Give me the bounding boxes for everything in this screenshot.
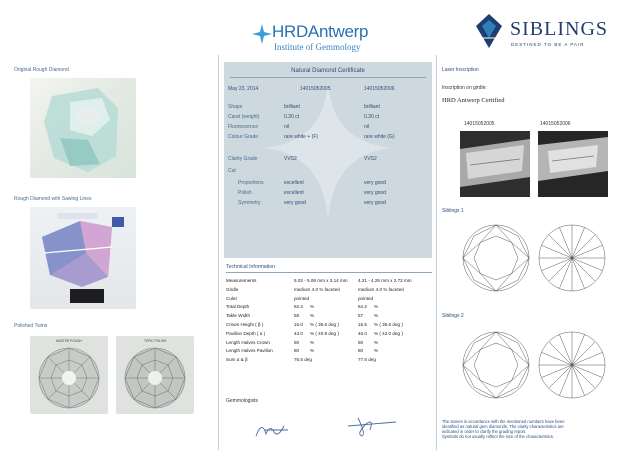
- tech-row-value: pointed: [358, 295, 374, 301]
- clarity-value-2: VVS2: [364, 156, 377, 162]
- tech-row-value: %: [374, 313, 379, 319]
- hrd-logo: [250, 22, 400, 58]
- tech-row-label: Pavilion Depth ( α ): [226, 330, 266, 336]
- polished-twins-title: Polished Twins: [14, 323, 48, 329]
- siblings-2-pavilion-diagram: [538, 331, 606, 399]
- laser-inscription-title: Laser Inscription: [442, 67, 479, 73]
- cut-row-value-1: excellent: [284, 190, 304, 196]
- column-divider-right: [436, 55, 437, 450]
- cert-row-label: Shape: [228, 104, 243, 110]
- tech-row-value: 76.5 deg: [294, 357, 312, 363]
- rough-diamond-title: Original Rough Diamond: [14, 67, 69, 73]
- tech-row-value: 77.6 deg: [358, 357, 376, 363]
- sawing-lines-photo: [30, 207, 136, 309]
- tech-row-value: %: [310, 348, 315, 354]
- tech-row-value: 15.5: [358, 322, 367, 327]
- sawing-lines-title: Rough Diamond with Sawing Lines: [14, 196, 92, 202]
- clarity-label: Clarity Grade: [228, 156, 258, 162]
- tech-row-label: Length Halves Pavilion: [226, 348, 273, 354]
- gemmologist-signature-1: [254, 418, 294, 442]
- siblings-1-crown-diagram: [462, 224, 530, 292]
- hrd-brand-text: HRDAntwerp: [272, 22, 369, 41]
- certificate-title: Natural Diamond Certificate: [291, 68, 365, 74]
- siblings-2-title: Siblings 2: [442, 313, 464, 319]
- cut-row-value-2: very good: [364, 180, 386, 186]
- polished-twin-photo-2: [116, 336, 194, 414]
- tech-row-label: Sum α & β: [226, 357, 248, 363]
- tech-row-value: 43.0: [294, 330, 303, 336]
- tech-row-label: Measurements: [226, 278, 257, 283]
- polish-label-2: TOPIC POLISH: [144, 339, 167, 343]
- tech-row-value: medium 4.0 % faceted: [358, 286, 404, 292]
- tech-row-value: 80: [358, 348, 364, 354]
- siblings-1-title: Siblings 1: [442, 208, 464, 214]
- technical-title-rule: [226, 272, 432, 273]
- cut-row-label: Symmetry: [238, 200, 261, 206]
- disclaimer-text: [442, 419, 634, 439]
- tech-row-value: 62.2: [294, 304, 303, 310]
- siblings-diamond-icon: [476, 14, 502, 48]
- cut-row-value-1: very good: [284, 200, 306, 206]
- siblings-tagline: DESTINED TO BE A PAIR: [511, 42, 585, 47]
- tech-row-value: % ( 42.0 deg ): [374, 330, 403, 336]
- tech-row-value: 45.0: [358, 330, 367, 336]
- technical-table: [226, 278, 432, 368]
- cert-row-value-1: brilliant: [284, 104, 300, 110]
- tech-row-label: Total Depth: [226, 304, 250, 310]
- disclaimer-line-4: Symbols do not usually reflect the size of the characteristics.: [442, 434, 554, 439]
- cert-row-value-2: nil: [364, 124, 370, 130]
- cert-row-value-1: nil: [284, 124, 290, 130]
- laser-inscription-photo-2: [538, 131, 608, 197]
- tech-row-value: %: [310, 313, 315, 319]
- cut-row-label: Proportions: [238, 180, 264, 186]
- tech-row-value: pointed: [294, 295, 310, 301]
- laser-number-1: 14015052005: [464, 121, 495, 127]
- cert-row-value-2: rare white (G): [364, 134, 395, 140]
- cut-row-value-1: excellent: [284, 180, 304, 186]
- tech-row-label: Culet: [226, 295, 237, 301]
- tech-row-value: %: [374, 304, 379, 310]
- tech-row-value: 58: [294, 313, 300, 319]
- tech-row-value: 15.0: [294, 322, 303, 327]
- cut-row-value-2: very good: [364, 190, 386, 196]
- cert-row-value-2: brilliant: [364, 104, 380, 110]
- clarity-value-1: VVS2: [284, 156, 297, 162]
- laser-number-2: 14015052006: [540, 121, 571, 127]
- siblings-logo: [476, 12, 626, 60]
- disclaimer-line-2: identified as natural gem diamonds. The clarity characteristics are: [442, 424, 564, 429]
- certificate-title-rule: [230, 77, 426, 78]
- tech-row-value: 50: [358, 339, 364, 345]
- tech-row-label: Length Halves Crown: [226, 339, 270, 345]
- cert-row-label: Carat (weight): [228, 114, 260, 120]
- disclaimer-line-1: The stones in accordance with the mentioned numbers have been: [442, 419, 565, 424]
- tech-row-value: % ( 35.6 deg ): [374, 322, 403, 327]
- tech-row-value: medium 4.0 % faceted: [294, 286, 340, 292]
- gemmologists-label: Gemmologists: [226, 398, 258, 404]
- siblings-1-pavilion-diagram: [538, 224, 606, 292]
- cut-row-value-2: very good: [364, 200, 386, 206]
- tech-row-value: % ( 40.9 deg ): [310, 330, 339, 336]
- natural-diamond-certificate: [224, 62, 432, 258]
- cut-row-label: Polish: [238, 190, 252, 196]
- disclaimer-line-3: indicated in order to clarify the grading report.: [442, 429, 527, 434]
- tech-row-value: 80: [294, 348, 300, 354]
- tech-row-value: %: [310, 304, 315, 310]
- tech-row-value: %: [310, 339, 315, 345]
- cut-label: Cut: [228, 168, 236, 174]
- certificate-number-1: 14015052005: [300, 86, 331, 92]
- technical-info-title: Technical Information: [226, 264, 276, 270]
- hrd-star-icon: [252, 24, 272, 44]
- tech-row-value: 4.21 - 4.25 mm x 2.72 mm: [358, 278, 412, 283]
- certificate-number-2: 14015052006: [364, 86, 395, 92]
- gemmologist-signature-2: [344, 414, 404, 438]
- tech-row-label: Table Width: [226, 313, 250, 319]
- certificate-date: May 23, 2014: [228, 86, 259, 92]
- cert-row-label: Colour Grade: [228, 134, 259, 140]
- hrd-certified-label: HRD Antwerp Certified: [442, 97, 505, 104]
- tech-row-value: % ( 35.6 deg ): [310, 322, 339, 327]
- cert-row-label: Fluorescence: [228, 124, 259, 130]
- rough-diamond-photo: [30, 78, 136, 178]
- laser-inscription-photo-1: [460, 131, 530, 197]
- tech-row-label: Crown Height ( β ): [226, 322, 264, 327]
- column-divider-left: [218, 55, 219, 450]
- tech-row-value: %: [374, 348, 379, 354]
- cert-row-value-1: 0.30 ct: [284, 114, 300, 120]
- polished-twin-photo-1: [30, 336, 108, 414]
- cert-row-value-2: 0.30 ct: [364, 114, 380, 120]
- laser-inscription-sub: Inscription on girdle:: [442, 85, 487, 91]
- tech-row-value: 64.2: [358, 304, 367, 310]
- tech-row-value: 5.02 - 5.06 mm x 3.14 mm: [294, 278, 348, 283]
- siblings-brand-text: SIBLINGS: [510, 18, 609, 40]
- tech-row-value: 57: [358, 313, 364, 319]
- tech-row-label: Girdle: [226, 286, 239, 292]
- siblings-2-crown-diagram: [462, 331, 530, 399]
- hrd-subtitle: Institute of Gemmology: [274, 42, 361, 52]
- tech-row-value: %: [374, 339, 379, 345]
- tech-row-value: 50: [294, 339, 300, 345]
- cert-row-value-1: rare white + (F): [284, 134, 319, 140]
- polish-label-1: MASTER POLISH: [56, 339, 82, 343]
